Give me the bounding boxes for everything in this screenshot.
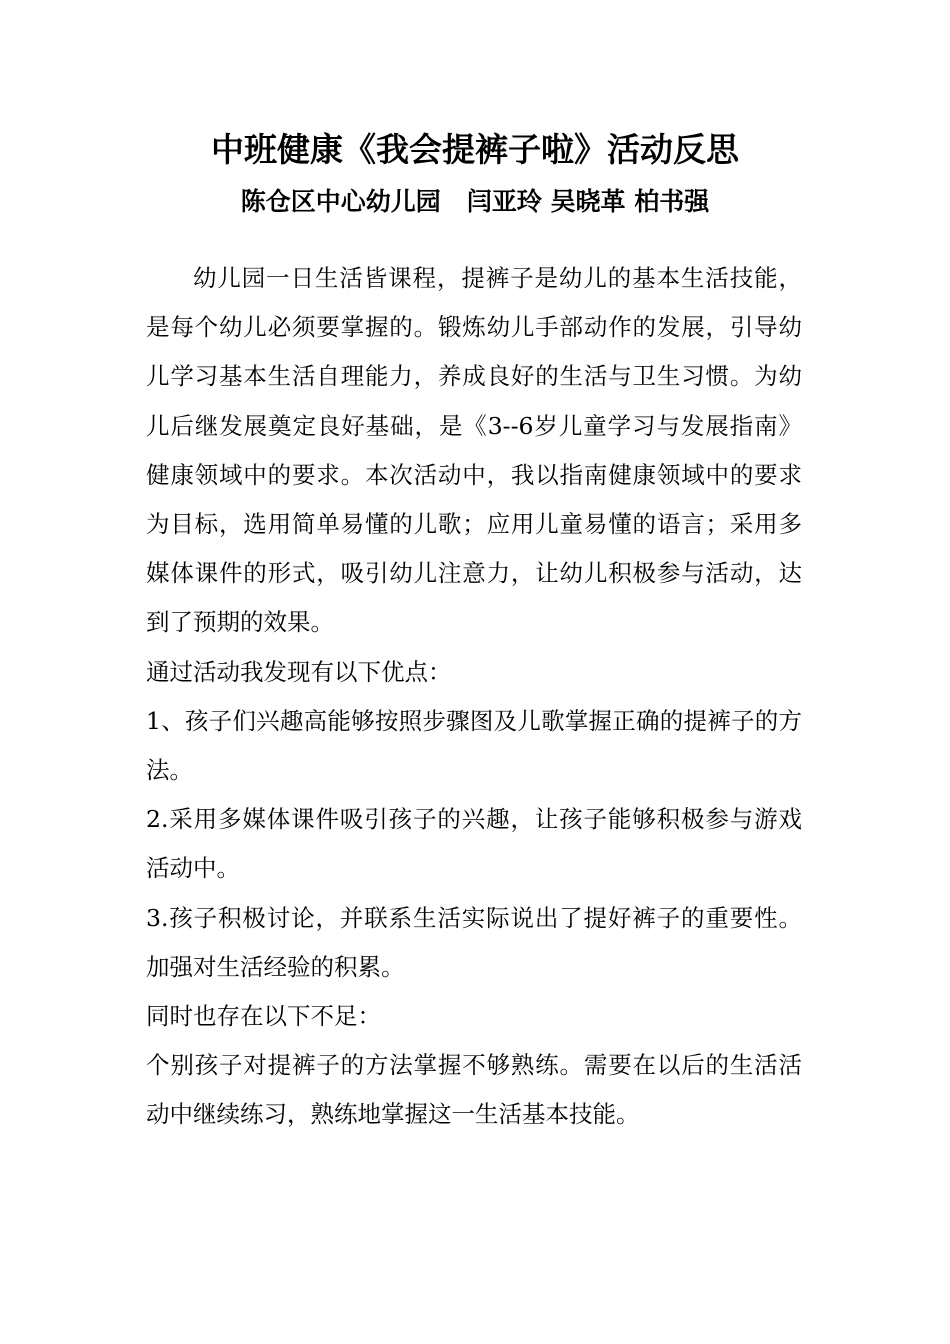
advantage-item-1: 1、孩子们兴趣高能够按照步骤图及儿歌掌握正确的提裤子的方法。 xyxy=(146,706,802,785)
intro-paragraph: 幼儿园一日生活皆课程，提裤子是幼儿的基本生活技能，是每个幼儿必须要掌握的。锻炼幼儿手部动作的发展，引导幼儿学习基本生活自理能力，养成良好的生活与卫生习惯。为幼儿后继发展奠定良好基础，是《3--6岁儿童学习与发展指南》健康领域中的要求。本次活动中，我以指南健康领域中的要求为目标，选用简单易懂的儿歌；应用儿童易懂的语言；采用多媒体课件的形式，吸引幼儿注意力，让幼儿积极参与活动，达到了预期的效果。 xyxy=(146,264,802,637)
document-body xyxy=(146,254,802,1140)
advantage-item-2: 2.采用多媒体课件吸引孩子的兴趣，让孩子能够积极参与游戏活动中。 xyxy=(146,805,802,883)
advantage-item-3: 3.孩子积极讨论，并联系生活实际说出了提好裤子的重要性。加强对生活经验的积累。 xyxy=(146,903,802,981)
advantages-heading: 通过活动我发现有以下优点： xyxy=(146,657,452,686)
document-title: 中班健康《我会提裤子啦》活动反思 xyxy=(211,130,739,169)
shortcoming-item: 个别孩子对提裤子的方法掌握不够熟练。需要在以后的生活活动中继续练习，熟练地掌握这一生活基本技能。 xyxy=(146,1051,802,1129)
shortcomings-heading: 同时也存在以下不足： xyxy=(146,1002,381,1031)
author-line: 陈仓区中心幼儿园 闫亚玲 吴晓革 柏书强 xyxy=(240,187,710,216)
